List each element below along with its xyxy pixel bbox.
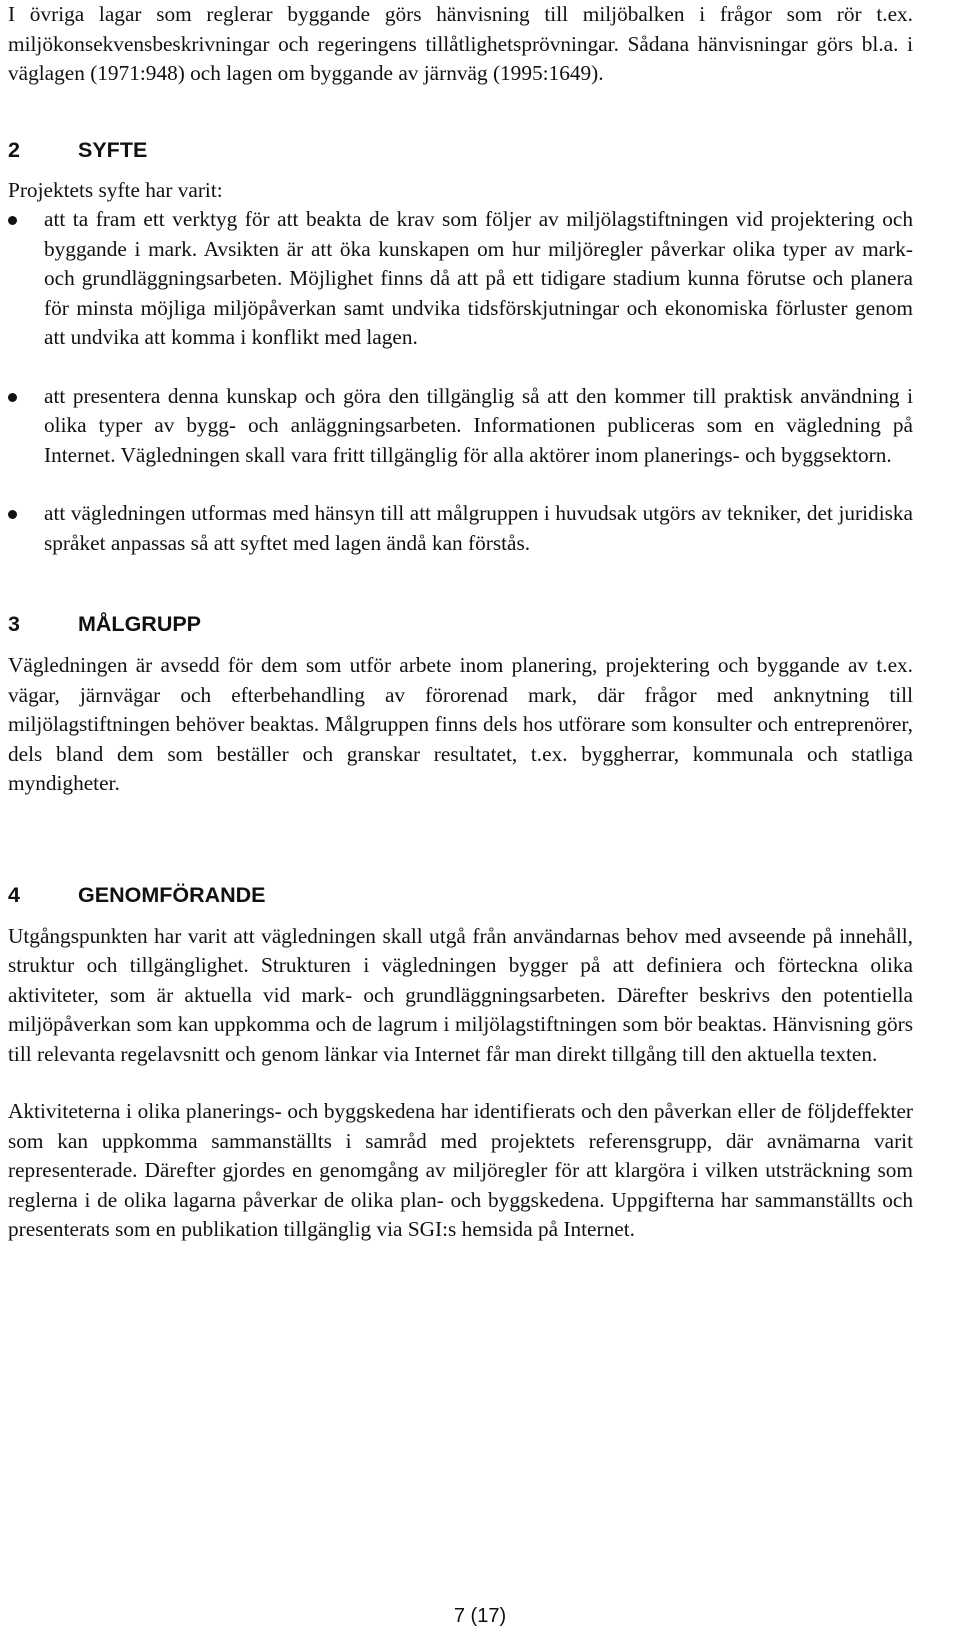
- bullet-icon: [8, 510, 17, 519]
- section-lead: Projektets syfte har varit:: [8, 177, 223, 202]
- bullet-icon: [8, 216, 17, 225]
- list-item-text: att vägledningen utformas med hänsyn till att målgruppen i huvudsak utgörs av tekniker, det juridiska språket anpassas så att syftet med lagen ändå kan förstås.: [44, 501, 913, 555]
- section-number: 2: [8, 137, 20, 162]
- section-title: SYFTE: [78, 137, 148, 162]
- section-paragraph: Vägledningen är avsedd för dem som utför arbete inom planering, projektering och byggande av t.ex. vägar, järnvägar och efterbehandling av förorenad mark, där frågor med anknytning till miljölagstiftningen behöver beaktas. Målgruppen finns dels hos utförare som konsulter och entreprenörer, dels bland dem som beställer och granskar resultatet, t.ex. byggherrar, kommunala och statliga myndigheter.: [8, 653, 913, 795]
- section-heading-syfte: [8, 136, 913, 165]
- section-number: 3: [8, 612, 20, 636]
- section-paragraph: Utgångspunkten har varit att vägledningen skall utgå från användarnas behov med avseende på innehåll, struktur och tillgänglighet. Strukturen i vägledningen bygger på att definiera och förteckna olika aktiviteter, som är aktuella vid mark- och grundläggningsarbeten. Därefter beskrivs den potentiella miljöpåverkan som kan uppkomma och de lagrum i miljölagstiftningen som bör beaktas. Hänvisning görs till relevanta regelavsnitt och genom länkar via Internet får man direkt tillgång till den aktuella texten.: [8, 923, 913, 1066]
- list-item: [8, 499, 913, 558]
- section-paragraph: Aktiviteterna i olika planerings- och byggskedena har identifierats och den påverkan eller de följdeffekter som kan uppkomma sammanställts i samråd med projektets referensgrupp, där avnämarna varit representerade. Därefter gjordes en genomgång av miljöregler för att klargöra i vilken utsträckning som reglerna i de olika lagarna påverkar de olika plan- och byggskedena. Uppgifterna har sammanställts och presenterats som en publikation tillgänglig via SGI:s hemsida på Internet.: [8, 1099, 913, 1241]
- bullet-icon: [8, 393, 17, 402]
- list-item-text: att ta fram ett verktyg för att beakta de krav som följer av miljölagstiftningen vid projektering och byggande i mark. Avsikten är att öka kunskapen om hur miljöregler påverkar olika typer av mark- och grundläggningsarbeten. Möjlighet finns då att på ett tidigare stadium kunna förutse och planera för minsta möjliga miljöpåverkan samt undvika tidsförskjutningar och ekonomiska förluster genom att undvika att komma i konflikt med lagen.: [44, 207, 913, 349]
- intro-paragraph: I övriga lagar som reglerar byggande görs hänvisning till miljöbalken i frågor som rör t.ex. miljökonsekvensbeskrivningar och regeringens tillåtlighetsprövningar. Sådana hänvisningar görs bl.a. i väglagen (1971:948) och lagen om byggande av järnväg (1995:1649).: [8, 2, 913, 85]
- list-item-text: att presentera denna kunskap och göra den tillgänglig så att den kommer till praktisk användning i olika typer av bygg- och anläggningsarbeten. Informationen publiceras som en vägledning på Internet. Vägledningen skall vara fritt tillgänglig för alla aktörer inom planerings- och byggsektorn.: [44, 383, 913, 467]
- section-title: MÅLGRUPP: [78, 612, 202, 636]
- list-item: [8, 205, 913, 353]
- page-number: 7 (17): [453, 1605, 507, 1627]
- section-number: 4: [8, 882, 20, 907]
- section-heading-malgrupp: [8, 610, 913, 639]
- section-heading-genomforande: [8, 881, 913, 910]
- list-item: [8, 382, 913, 471]
- bullet-list: [8, 205, 913, 558]
- document-page: [8, 0, 913, 1245]
- section-title: GENOMFÖRANDE: [78, 882, 266, 907]
